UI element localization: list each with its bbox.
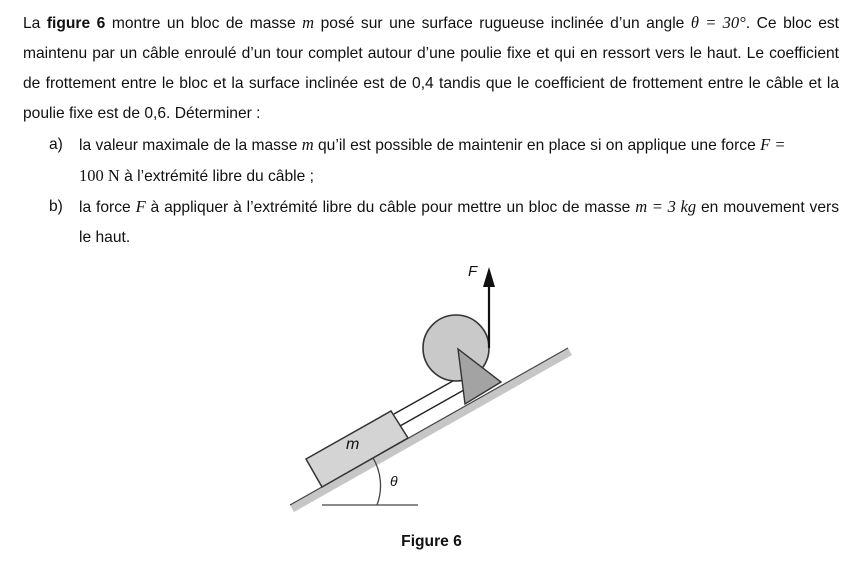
inclined-surface xyxy=(290,348,572,512)
question-a-force-value: 100 N xyxy=(79,166,120,185)
question-a-text-1: la valeur maximale de la masse xyxy=(79,137,302,154)
intro-text-3: posé sur une surface rugueuse inclinée d’un angle xyxy=(314,15,691,32)
question-list xyxy=(23,130,839,253)
question-b-marker: b) xyxy=(49,198,63,215)
cable-upper xyxy=(394,377,460,414)
question-b xyxy=(23,192,839,253)
intro-text-4: . Ce bloc est maintenu par un câble enroulé d’un tour complet autour d’une poulie fixe et qui en ressort vers le haut. Le coefficient de frottement entre le bloc et la surface inclinée est de 0,4 tandis que le coefficient de frottement entre le câble et la poulie fixe est de 0,6. Déterminer : xyxy=(23,15,839,122)
question-a-mass-symbol: m xyxy=(301,135,314,154)
intro-text-2: montre un bloc de masse xyxy=(105,15,303,32)
force-arrow-icon xyxy=(483,267,495,287)
question-b-text-1: la force xyxy=(79,199,136,216)
question-a-force-equation: F = xyxy=(760,135,786,154)
force-label: F xyxy=(468,263,478,280)
mass-symbol: m xyxy=(302,13,315,32)
figure-caption: Figure 6 xyxy=(401,533,462,550)
figure-reference: figure 6 xyxy=(46,15,106,32)
question-a-marker: a) xyxy=(49,136,63,153)
angle-equation: θ = 30° xyxy=(690,13,746,32)
question-a xyxy=(23,130,839,192)
question-a-text-3: à l’extrémité libre du câble ; xyxy=(119,168,314,185)
question-b-mass-equation: m = 3 kg xyxy=(635,197,697,216)
question-b-text-2: à appliquer à l’extrémité libre du câble pour mettre un bloc de masse xyxy=(145,199,636,216)
intro-text-1: La xyxy=(23,15,47,32)
question-a-text-2: qu’il est possible de maintenir en place si on applique une force xyxy=(313,137,761,154)
angle-label: θ xyxy=(390,473,398,489)
cable-lower xyxy=(400,386,471,426)
question-b-force-symbol: F xyxy=(135,197,146,216)
problem-statement xyxy=(23,8,839,129)
figure-6-diagram xyxy=(284,252,574,517)
question-b-text-3: en mouvement vers le haut. xyxy=(79,199,839,246)
mass-label: m xyxy=(346,436,360,453)
